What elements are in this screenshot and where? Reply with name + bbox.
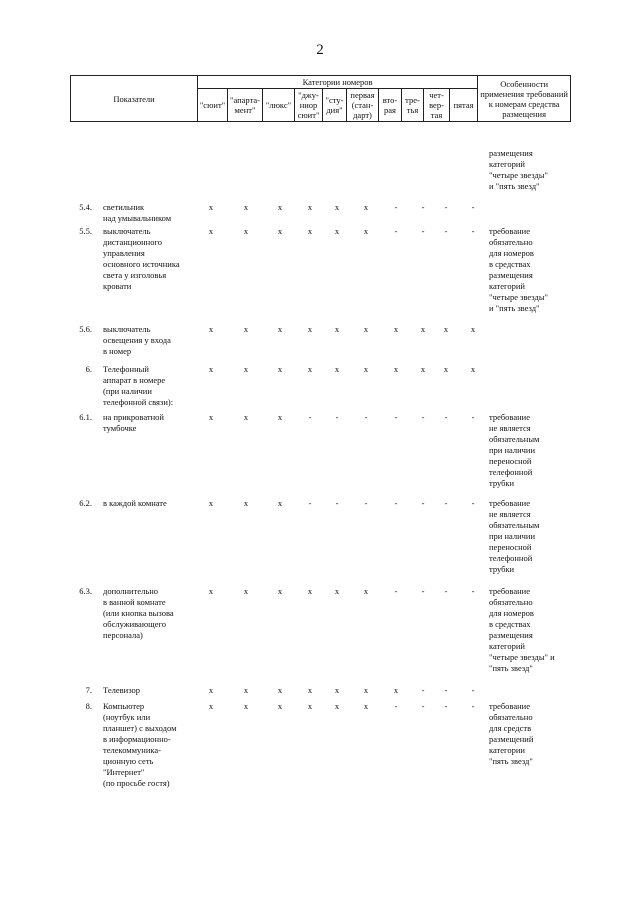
category-cell: - bbox=[444, 586, 448, 596]
header-category: тре-тья bbox=[402, 89, 424, 122]
header-categories-group: Категории номеров bbox=[198, 76, 478, 89]
row-indicator: в каждой комнате bbox=[103, 498, 167, 508]
category-cell: - bbox=[394, 586, 398, 596]
category-cell: х bbox=[363, 364, 369, 374]
category-cell: х bbox=[363, 685, 369, 695]
category-cell: х bbox=[420, 364, 426, 374]
category-cell: - bbox=[308, 412, 312, 422]
category-cell: - bbox=[364, 498, 368, 508]
category-cell: х bbox=[208, 586, 214, 596]
category-cell: - bbox=[394, 701, 398, 711]
row-number: 5.4. bbox=[79, 202, 92, 212]
category-cell: х bbox=[363, 586, 369, 596]
category-cell: х bbox=[470, 364, 476, 374]
category-cell: х bbox=[243, 412, 249, 422]
category-cell: - bbox=[471, 412, 475, 422]
category-cell: х bbox=[208, 202, 214, 212]
category-cell: - bbox=[394, 226, 398, 236]
row-number: 8. bbox=[85, 701, 92, 711]
category-cell: х bbox=[243, 202, 249, 212]
category-cell: - bbox=[421, 226, 425, 236]
category-cell: х bbox=[334, 586, 340, 596]
category-cell: - bbox=[471, 202, 475, 212]
category-cell: х bbox=[443, 364, 449, 374]
category-cell: х bbox=[443, 324, 449, 334]
category-cell: х bbox=[393, 685, 399, 695]
category-cell: х bbox=[334, 701, 340, 711]
category-cell: - bbox=[421, 498, 425, 508]
category-cell: - bbox=[335, 412, 339, 422]
header-category: первая (стан-дарт) bbox=[347, 89, 379, 122]
row-indicator: дополнительно в ванной комнате (или кнопка вызова обслуживающего персонала) bbox=[103, 586, 174, 640]
category-cell: х bbox=[307, 364, 313, 374]
category-cell: х bbox=[307, 202, 313, 212]
category-cell: - bbox=[308, 498, 312, 508]
row-number: 6.3. bbox=[79, 586, 92, 596]
header-category: пятая bbox=[450, 89, 478, 122]
category-cell: х bbox=[277, 685, 283, 695]
row-note: требование обязательно для средств размещений категории "пять звезд" bbox=[489, 701, 534, 766]
category-cell: х bbox=[243, 498, 249, 508]
category-cell: х bbox=[208, 498, 214, 508]
header-category: вто-рая bbox=[379, 89, 402, 122]
category-cell: - bbox=[421, 685, 425, 695]
row-indicator: Телефонный аппарат в номере (при наличии телефонной связи): bbox=[103, 364, 174, 407]
row-number: 7. bbox=[85, 685, 92, 695]
page-number: 2 bbox=[316, 42, 324, 58]
category-cell: - bbox=[471, 586, 475, 596]
header-indicators: Показатели bbox=[71, 76, 198, 122]
category-cell: х bbox=[277, 498, 283, 508]
category-cell: х bbox=[307, 586, 313, 596]
category-cell: х bbox=[334, 685, 340, 695]
category-cell: х bbox=[334, 324, 340, 334]
category-cell: - bbox=[444, 701, 448, 711]
category-cell: - bbox=[471, 701, 475, 711]
category-cell: - bbox=[421, 412, 425, 422]
category-cell: х bbox=[334, 202, 340, 212]
row-number: 6. bbox=[85, 364, 92, 374]
table-header bbox=[70, 75, 571, 122]
row-note: требование обязательно для номеров в средствах размещения категорий "четыре звезды" и "пять звезд" bbox=[489, 226, 548, 313]
header-category: "сту-дия" bbox=[323, 89, 347, 122]
category-cell: х bbox=[307, 226, 313, 236]
category-cell: - bbox=[444, 498, 448, 508]
row-note: требование не является обязательным при наличии переносной телефонной трубки bbox=[489, 412, 540, 488]
category-cell: х bbox=[243, 586, 249, 596]
category-cell: - bbox=[364, 412, 368, 422]
category-cell: х bbox=[363, 202, 369, 212]
category-cell: х bbox=[277, 412, 283, 422]
category-cell: - bbox=[421, 202, 425, 212]
category-cell: - bbox=[444, 685, 448, 695]
category-cell: х bbox=[208, 685, 214, 695]
category-cell: х bbox=[208, 412, 214, 422]
category-cell: х bbox=[393, 324, 399, 334]
category-cell: х bbox=[208, 701, 214, 711]
category-cell: - bbox=[471, 498, 475, 508]
row-indicator: Компьютер (ноутбук или планшет) с выходом в информационно- телекоммуника- ционную сеть "Интернет" (по просьбе гостя) bbox=[103, 701, 177, 788]
category-cell: х bbox=[243, 685, 249, 695]
category-cell: х bbox=[243, 324, 249, 334]
category-cell: х bbox=[307, 701, 313, 711]
category-cell: - bbox=[471, 226, 475, 236]
category-cell: х bbox=[420, 324, 426, 334]
category-cell: - bbox=[394, 202, 398, 212]
category-cell: х bbox=[307, 685, 313, 695]
row-note: требование не является обязательным при наличии переносной телефонной трубки bbox=[489, 498, 540, 574]
category-cell: х bbox=[277, 202, 283, 212]
category-cell: х bbox=[243, 364, 249, 374]
row-number: 6.2. bbox=[79, 498, 92, 508]
category-cell: - bbox=[421, 586, 425, 596]
header-category: "сюит" bbox=[198, 89, 228, 122]
category-cell: х bbox=[363, 701, 369, 711]
category-cell: х bbox=[277, 364, 283, 374]
category-cell: х bbox=[470, 324, 476, 334]
row-indicator: выключатель дистанционного управления основного источника света у изголовья кровати bbox=[103, 226, 180, 291]
category-cell: х bbox=[277, 701, 283, 711]
category-cell: х bbox=[277, 226, 283, 236]
category-cell: х bbox=[393, 364, 399, 374]
category-cell: - bbox=[444, 202, 448, 212]
category-cell: х bbox=[208, 324, 214, 334]
row-indicator: на прикроватной тумбочке bbox=[103, 412, 164, 433]
category-cell: - bbox=[421, 701, 425, 711]
category-cell: - bbox=[444, 226, 448, 236]
category-cell: х bbox=[277, 586, 283, 596]
category-cell: - bbox=[471, 685, 475, 695]
row-note: размещения категорий "четыре звезды" и "пять звезд" bbox=[489, 148, 548, 191]
header-category: "апарта-мент" bbox=[228, 89, 263, 122]
row-number: 6.1. bbox=[79, 412, 92, 422]
category-cell: - bbox=[394, 498, 398, 508]
row-number: 5.6. bbox=[79, 324, 92, 334]
header-features: Особенности применения требований к номерам средства размещения bbox=[478, 76, 571, 122]
row-indicator: Телевизор bbox=[103, 685, 141, 695]
category-cell: х bbox=[277, 324, 283, 334]
category-cell: х bbox=[307, 324, 313, 334]
category-cell: х bbox=[243, 226, 249, 236]
category-cell: - bbox=[444, 412, 448, 422]
header-category: чет-вер-тая bbox=[424, 89, 450, 122]
row-indicator: светильник над умывальником bbox=[103, 202, 172, 223]
category-cell: х bbox=[363, 324, 369, 334]
category-cell: - bbox=[335, 498, 339, 508]
category-cell: х bbox=[208, 364, 214, 374]
category-cell: - bbox=[394, 412, 398, 422]
category-cell: х bbox=[334, 226, 340, 236]
row-note: требование обязательно для номеров в средствах размещения категорий "четыре звезды" и "пять звезд" bbox=[489, 586, 555, 673]
header-category: "джу-ниор сюит" bbox=[295, 89, 323, 122]
row-indicator: выключатель освещения у входа в номер bbox=[103, 324, 171, 356]
header-category: "люкс" bbox=[263, 89, 295, 122]
category-cell: х bbox=[208, 226, 214, 236]
row-number: 5.5. bbox=[79, 226, 92, 236]
category-cell: х bbox=[363, 226, 369, 236]
category-cell: х bbox=[243, 701, 249, 711]
category-cell: х bbox=[334, 364, 340, 374]
